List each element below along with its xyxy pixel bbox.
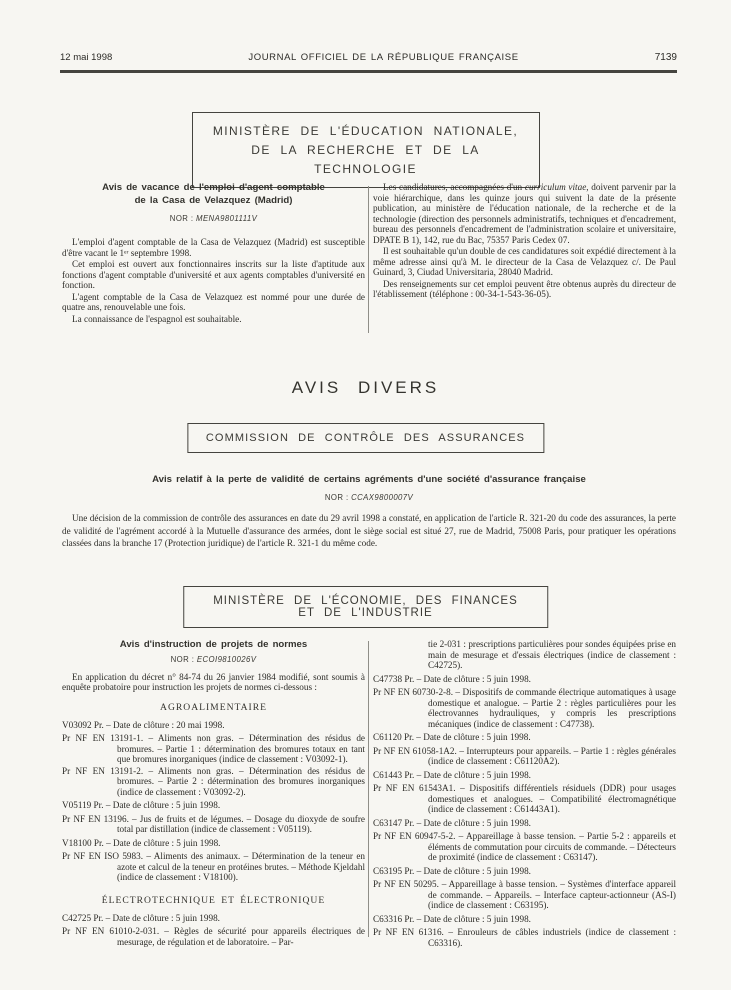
- notice-title: Avis d'instruction de projets de normes: [119, 639, 308, 650]
- header-rule: [60, 70, 677, 73]
- nor-line: [62, 655, 365, 664]
- norm-entry: Pr NF EN 61058-1A2. – Interrupteurs pour appareils. – Partie 1 : règles générales (indice de classement : C61120A2).: [373, 745, 676, 766]
- journal-title: JOURNAL OFFICIEL DE LA RÉPUBLIQUE FRANÇAISE: [248, 52, 519, 63]
- education-left-column: [62, 182, 365, 325]
- norm-entry: Pr NF EN ISO 5983. – Aliments des animaux. – Détermination de la teneur en azote et calcul de la teneur en protéines brutes. – Méthode Kjeldahl (indice de classement : V18100).: [62, 851, 365, 882]
- column-divider-top: [368, 186, 369, 333]
- avis-divers-title: AVIS DIVERS: [291, 378, 440, 397]
- nor-label: NOR :: [170, 654, 195, 664]
- paragraph: L'emploi d'agent comptable de la Casa de Velazquez (Madrid) est susceptible d'être vacant le 1ᵉʳ septembre 1998.: [62, 237, 365, 258]
- ministry-education-box: [192, 112, 540, 188]
- norm-date-line: C63195 Pr. – Date de clôture : 5 juin 1998.: [373, 865, 531, 876]
- commission-box: COMMISSION DE CONTRÔLE DES ASSURANCES: [187, 423, 544, 453]
- norm-date-line: C61120 Pr. – Date de clôture : 5 juin 1998.: [373, 732, 531, 742]
- norm-entry: Pr NF EN 60947-5-2. – Appareillage à basse tension. – Partie 5-2 : appareils et éléments de commutation pour circuits de commande. – Détecteurs de proximité (indice de classement : C63147).: [373, 831, 676, 862]
- norm-date-line: C63147 Pr. – Date de clôture : 5 juin 1998.: [373, 817, 531, 828]
- notice-title: [62, 182, 365, 207]
- notice-title-line2: de la Casa de Velazquez (Madrid): [134, 194, 293, 206]
- paragraph: Cet emploi est ouvert aux fonctionnaires inscrits sur la liste d'aptitude aux fonctions d'agent comptable d'université et aux agents comptables d'université en fonction.: [62, 259, 365, 290]
- page-number: 7139: [654, 52, 677, 63]
- economy-left-column: [62, 639, 365, 948]
- education-right-column: [373, 182, 676, 301]
- paragraph: [373, 182, 676, 245]
- paragraph: Des renseignements sur cet emploi peuvent être obtenus auprès du directeur de l'établissement (téléphone : 00-34-1-543-36-05).: [373, 278, 676, 299]
- norm-entry: Pr NF EN 13191-2. – Aliments non gras. – Détermination des résidus de bromures. – Partie 2 : détermination des bromures inorganiques (indice de classement : V03092-2).: [62, 765, 365, 797]
- ministry-education-line1: MINISTÈRE DE L'ÉDUCATION NATIONALE,: [212, 124, 519, 138]
- paragraph-text: Les candidatures, accompagnées d'un: [383, 182, 525, 192]
- section-heading-electro: ÉLECTROTECHNIQUE ET ÉLECTRONIQUE: [101, 894, 326, 906]
- paragraph-text: , doivent parvenir par la voie hiérarchique, dans les quinze jours qui suivent la date de la présente publication, au ministère de l'éducation nationale, de la recherche et de la technologie (direction des personnels administratifs, techniques et d'encadrement, bureau des personnels d'encadrement de l'administration scolaire et universitaire, DPATE B 1), 142, rue du Bac, 75357 Paris Cedex 07.: [373, 182, 676, 245]
- notice-title-line1: Avis de vacance de l'emploi d'agent comptable: [102, 182, 325, 193]
- norm-entry: Pr NF EN 61316. – Enrouleurs de câbles industriels (indice de classement : C63316).: [373, 927, 676, 948]
- norm-date-line: C47738 Pr. – Date de clôture : 5 juin 1998.: [373, 673, 531, 684]
- column-divider-bottom: [368, 641, 369, 937]
- economy-right-column: [373, 639, 676, 949]
- commission-body-paragraph: Une décision de la commission de contrôle des assurances en date du 29 avril 1998 a constaté, en application de l'article R. 321-20 du code des assurances, la perte de validité de l'agrément accordé à la Mutuelle d'assurance des armées, dont le siège social est situé 27, rue de Madrid, 75008 Paris, pour pratiquer les opérations classées dans la branche 17 (Protection juridique) de l'article R. 321-1 du même code.: [62, 513, 676, 548]
- ministry-economy-box: MINISTÈRE DE L'ÉCONOMIE, DES FINANCES ET DE L'INDUSTRIE: [183, 586, 549, 628]
- ministry-education-line2: DE LA RECHERCHE ET DE LA TECHNOLOGIE: [251, 143, 480, 176]
- nor-value: CCAX9800007V: [351, 493, 414, 502]
- norm-date-line: V03092 Pr. – Date de clôture : 20 mai 1998.: [62, 719, 225, 730]
- norm-entry: Pr NF EN 61010-2-031. – Règles de sécurité pour appareils électriques de mesurage, de régulation et de laboratoire. – Par-: [62, 926, 365, 947]
- norm-date-line: V18100 Pr. – Date de clôture : 5 juin 1998.: [62, 837, 221, 848]
- nor-value: MENA9801111V: [196, 214, 258, 223]
- norm-entry: Pr NF EN 61543A1. – Dispositifs différentiels résiduels (DDR) pour usages domestiques et analogues. – Compatibilité électromagnétique (indice de classement : C61443A1).: [373, 783, 676, 814]
- nor-line: [62, 493, 676, 502]
- nor-value: ECOI9810026V: [196, 654, 257, 664]
- paragraph: L'agent comptable de la Casa de Velazquez est nommé pour une durée de quatre ans, renouvelable une fois.: [62, 291, 365, 312]
- norm-entry: Pr NF EN 13191-1. – Aliments non gras. – Détermination des résidus de bromures. – Partie 1 : détermination des bromures totaux en tant que bromures inorganiques (indice de classement : V03092-1).: [62, 733, 365, 764]
- norm-date-line: C63316 Pr. – Date de clôture : 5 juin 1998.: [373, 913, 531, 924]
- norm-entry: Pr NF EN 60730-2-8. – Dispositifs de commande électrique automatiques à usage domestique et analogue. – Partie 2 : règles particulières pour les électrovannes hydrauliques, y compris les prescriptions mécaniques (indice de classement : C47738).: [373, 687, 676, 729]
- norm-date-line: C42725 Pr. – Date de clôture : 5 juin 1998.: [62, 912, 220, 923]
- page-header: [60, 52, 677, 63]
- intro-paragraph: En application du décret n° 84-74 du 26 janvier 1984 modifié, sont soumis à enquête probatoire pour instruction les projets de normes ci-dessous :: [62, 671, 365, 692]
- latin-phrase: curriculum vitae: [524, 182, 587, 192]
- norm-entry: Pr NF EN 13196. – Jus de fruits et de légumes. – Dosage du dioxyde de soufre total par distillation (indice de classement : V05119).: [62, 813, 365, 834]
- nor-label: NOR :: [169, 214, 194, 223]
- header-date: 12 mai 1998: [60, 52, 113, 63]
- nor-label: NOR :: [324, 493, 349, 502]
- paragraph: Il est souhaitable qu'un double de ces candidatures soit expédié directement à la même adresse ainsi qu'à M. le directeur de la Casa de Velazquez c/. De Paul Guinard, 3, Ciudad Universitaria, 28040 Madrid.: [373, 246, 676, 277]
- norm-entry-continuation: tie 2-031 : prescriptions particulières pour sondes équipées prise en main de mesurage et d'essais électriques (indice de classement : C42725).: [428, 639, 676, 670]
- section-heading-agro: AGROALIMENTAIRE: [160, 701, 267, 713]
- paragraph: La connaissance de l'espagnol est souhaitable.: [72, 313, 242, 324]
- norm-date-line: C61443 Pr. – Date de clôture : 5 juin 1998.: [373, 769, 531, 780]
- avis-relatif-title: Avis relatif à la perte de validité de certains agréments d'une société d'assurance française: [152, 474, 586, 485]
- norm-entry: Pr NF EN 50295. – Appareillage à basse tension. – Systèmes d'interface appareil de commande. – Appareils. – Interface capteur-actionneur (AS-I) (indice de classement : C63195).: [373, 879, 676, 910]
- nor-line: [62, 214, 365, 223]
- norm-date-line: V05119 Pr. – Date de clôture : 5 juin 1998.: [62, 800, 221, 810]
